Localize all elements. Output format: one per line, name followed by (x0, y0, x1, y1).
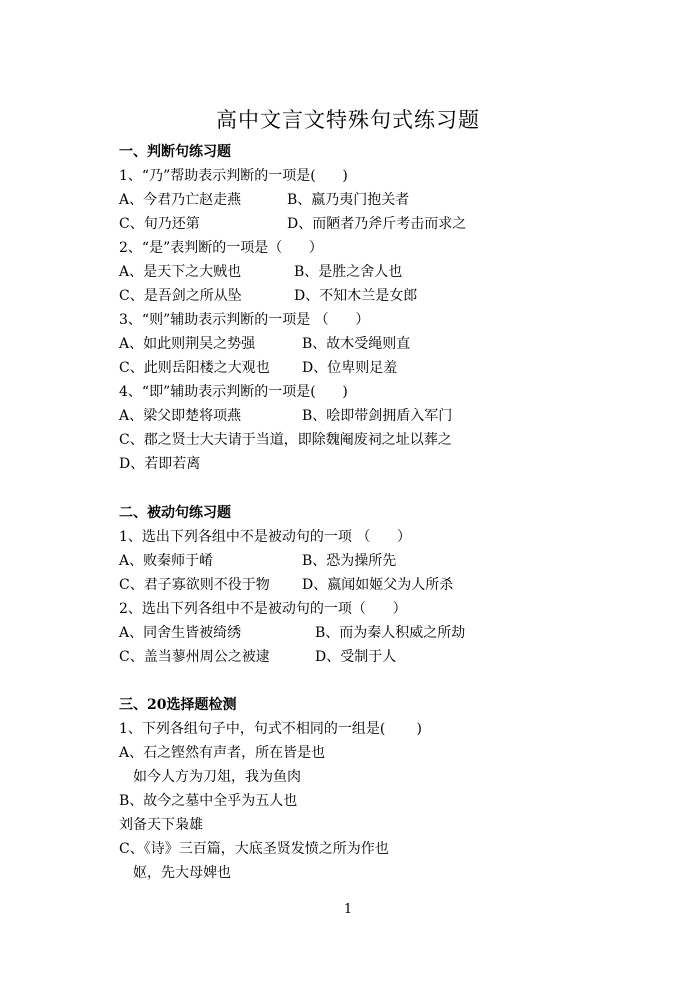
option-d: D、不知木兰是女郎 (294, 288, 418, 304)
section-heading-judgment: 一、判断句练习题 (119, 144, 231, 160)
option-a: A、今君乃亡赵走燕 (119, 192, 242, 208)
option-d: D、受制于人 (315, 649, 397, 665)
option-a-line2: 如今人方为刀俎，我为鱼肉 (133, 769, 301, 785)
page-title: 高中文言文特殊句式练习题 (216, 108, 480, 132)
page-number: 1 (343, 902, 353, 917)
option-d: D、嬴闻如姬父为人所杀 (302, 577, 454, 593)
option-a: A、是天下之大贼也 (119, 264, 242, 280)
option-b: B、嬴乃夷门抱关者 (287, 192, 410, 208)
question-stem: 4、“即”辅助表示判断的一项是( ) (119, 384, 348, 400)
option-a: A、如此则荆吴之势强 (119, 336, 256, 352)
option-c: C、是吾剑之所从坠 (119, 288, 242, 304)
option-c: C、君子寡欲则不役于物 (119, 577, 270, 593)
question-stem: 2、“是”表判断的一项是（ ） (119, 240, 323, 256)
option-a: A、败秦师于崤 (119, 553, 214, 569)
question-stem: 1、“乃”帮助表示判断的一项是( ) (119, 168, 348, 184)
option-a: A、同舍生皆被绮绣 (119, 625, 242, 641)
option-a-line1: A、石之铿然有声者，所在皆是也 (119, 745, 326, 761)
option-c: C、郡之贤士大夫请于当道，即除魏阉废祠之址以葬之 (119, 432, 452, 448)
option-d: D、位卑则足羞 (302, 360, 398, 376)
option-c-line1: C、《诗》三百篇，大底圣贤发愤之所为作也 (119, 841, 389, 857)
option-b: B、恐为操所先 (302, 553, 397, 569)
question-stem: 1、选出下列各组中不是被动句的一项 （ ） (119, 529, 412, 545)
option-b: B、故木受绳则直 (302, 336, 411, 352)
question-stem: 3、“则”辅助表示判断的一项是 （ ） (119, 312, 370, 328)
option-b-line2: 刘备天下枭雄 (119, 817, 203, 833)
option-b: B、而为秦人积威之所劫 (315, 625, 466, 641)
option-b: B、哙即带剑拥盾入军门 (302, 408, 453, 424)
option-b: B、是胜之舍人也 (294, 264, 403, 280)
option-c: C、此则岳阳楼之大观也 (119, 360, 270, 376)
option-d: D、而陋者乃斧斤考击而求之 (287, 216, 467, 232)
option-b-line1: B、故今之墓中全乎为五人也 (119, 793, 298, 809)
section-heading-passive: 二、被动句练习题 (119, 505, 231, 521)
option-a: A、梁父即楚将项燕 (119, 408, 242, 424)
option-c-line2: 妪，先大母婢也 (133, 865, 231, 881)
option-d: D、若即若离 (119, 456, 201, 472)
section-heading-test: 三、20选择题检测 (119, 697, 237, 713)
option-c: C、盖当蓼州周公之被逮 (119, 649, 270, 665)
option-c: C、旬乃还第 (119, 216, 200, 232)
question-stem: 1、下列各组句子中，句式不相同的一组是( ) (119, 721, 422, 737)
question-stem: 2、选出下列各组中不是被动句的一项（ ） (119, 601, 407, 617)
